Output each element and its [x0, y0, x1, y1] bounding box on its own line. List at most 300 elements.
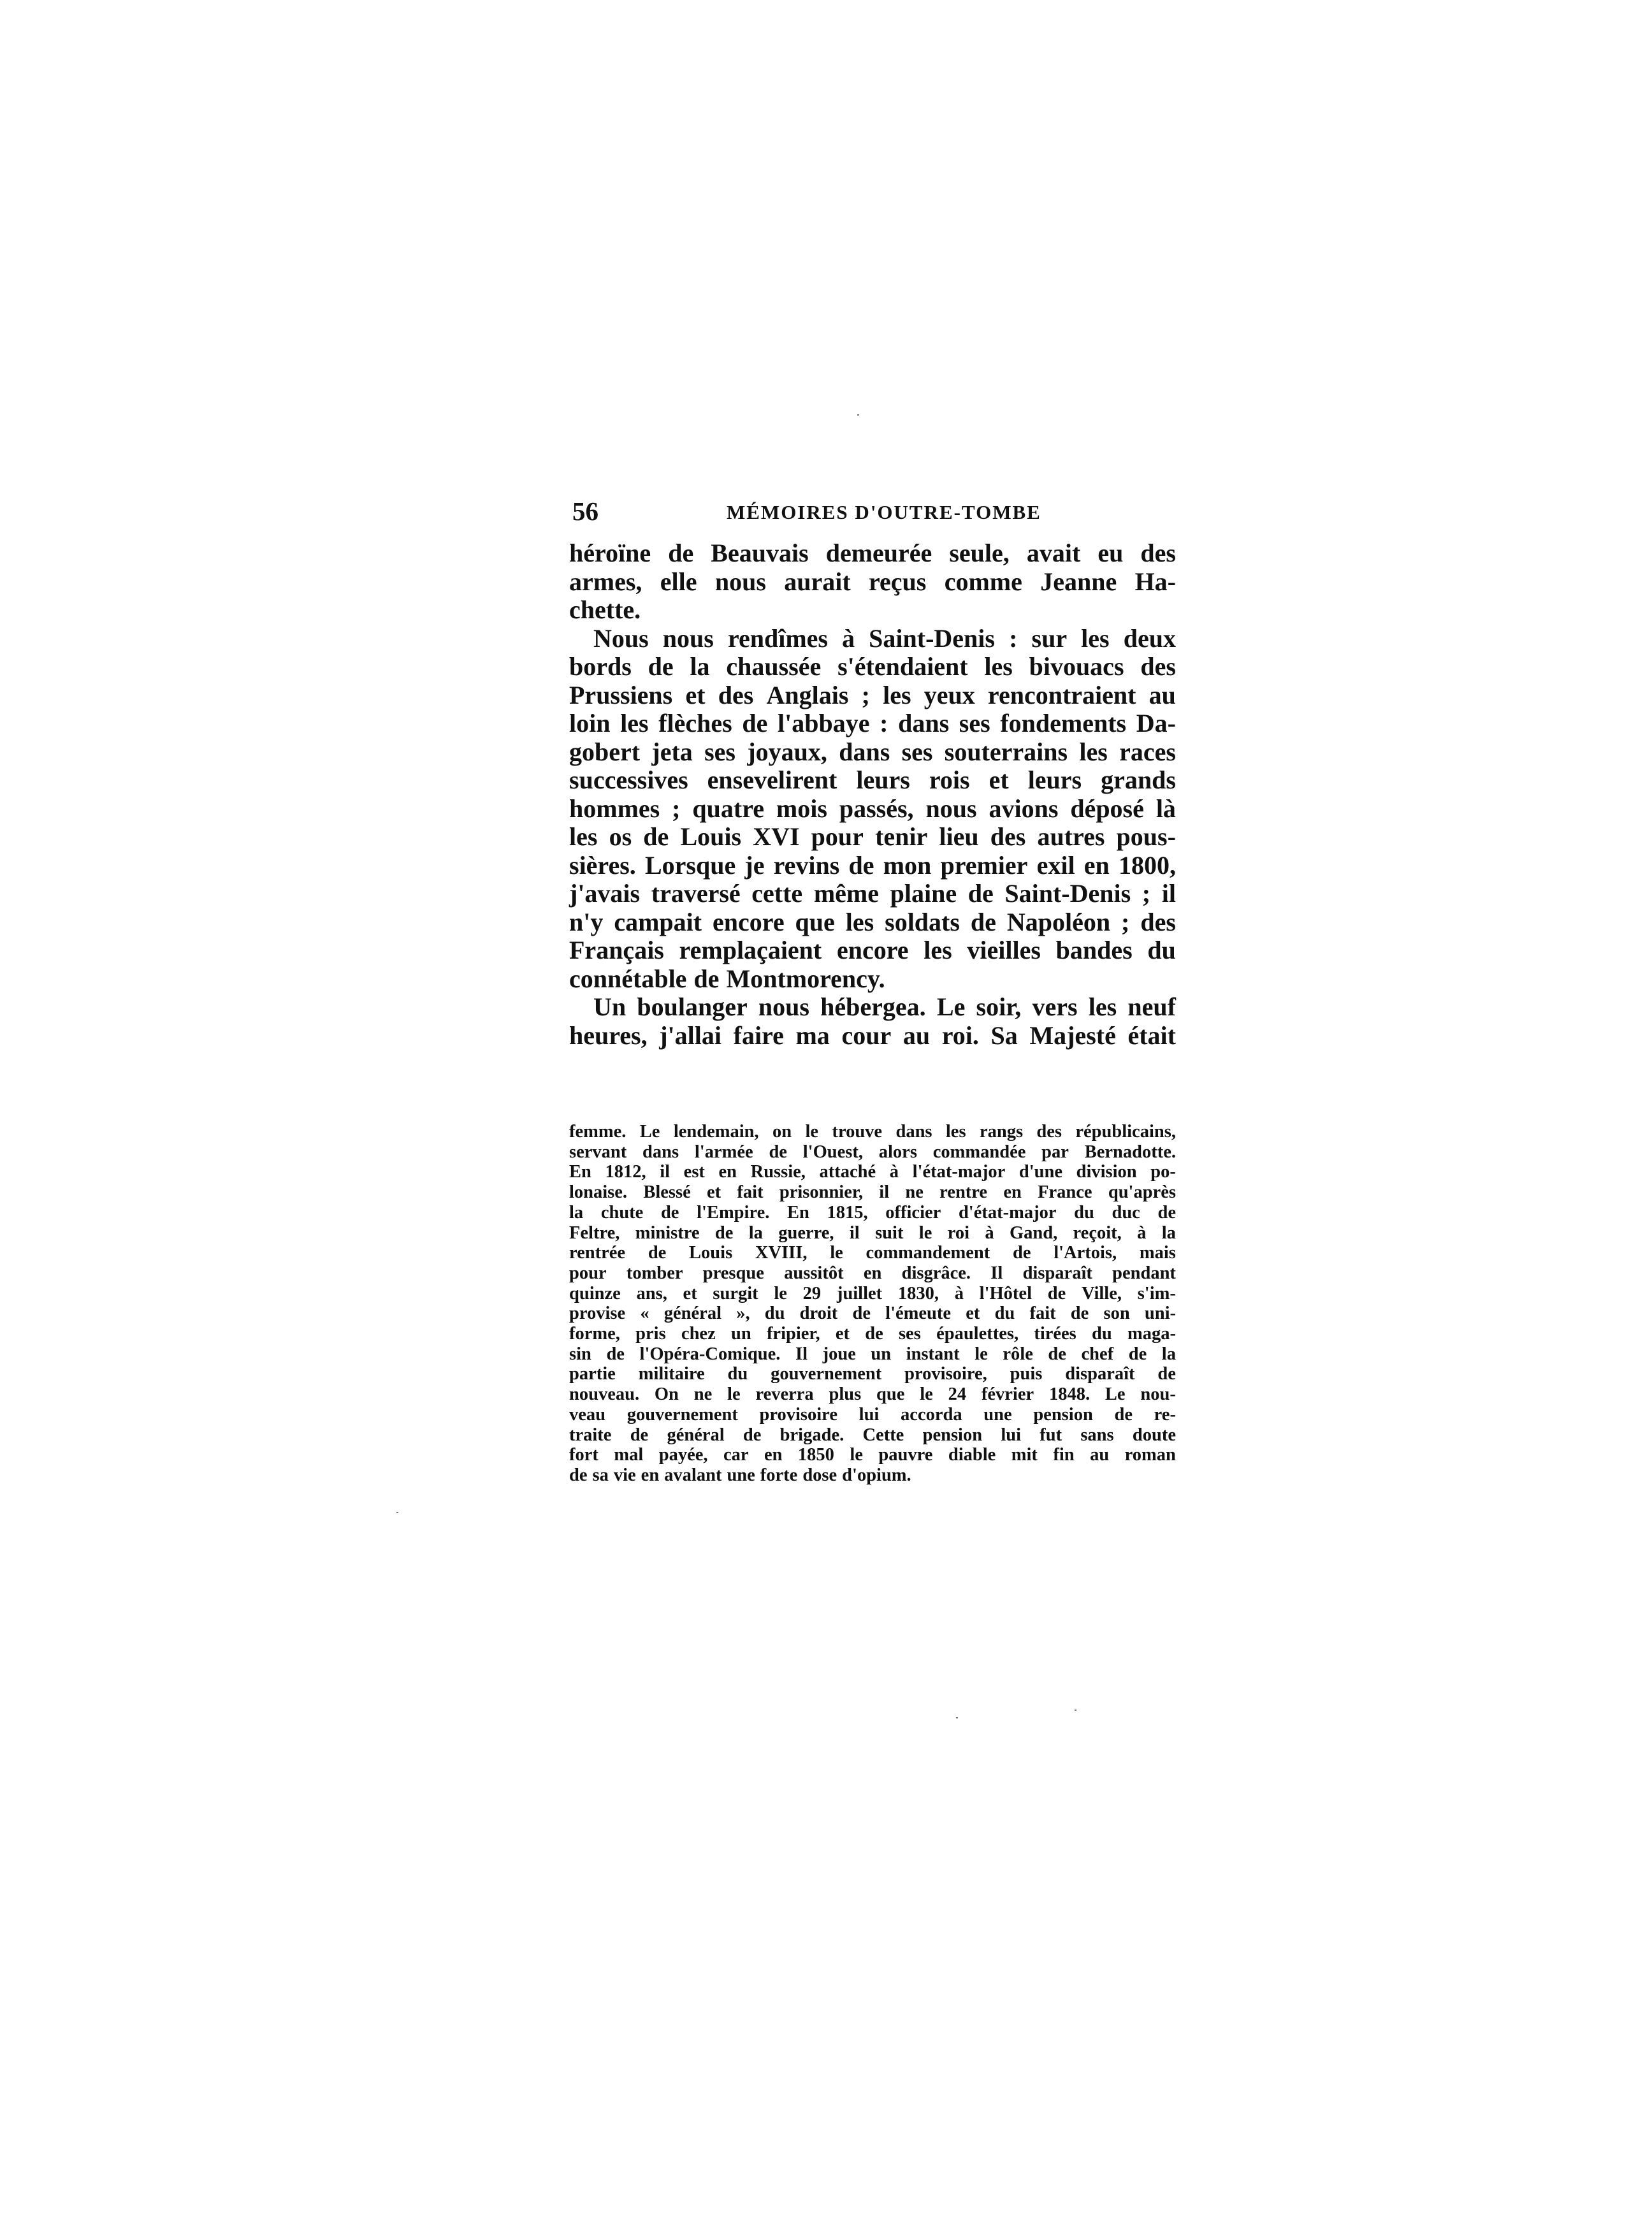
word: bords	[569, 652, 632, 681]
word: remplaçaient	[679, 936, 822, 964]
word: 29	[802, 1283, 822, 1303]
word: veau	[569, 1404, 605, 1425]
word: leurs	[856, 766, 910, 794]
scan-speck	[956, 1717, 958, 1718]
word: cour	[841, 1020, 892, 1050]
word: de	[970, 907, 996, 936]
word: du	[764, 1303, 785, 1324]
word: il	[879, 1182, 890, 1203]
word: XVI	[753, 822, 800, 851]
word: de	[769, 1142, 787, 1162]
scan-speck	[396, 1512, 398, 1513]
word: de	[569, 1465, 588, 1485]
word: que	[795, 907, 835, 936]
word: servant	[569, 1142, 627, 1162]
word: quinze	[569, 1283, 621, 1303]
word: les	[620, 709, 649, 737]
word: ans,	[636, 1283, 667, 1303]
word: un	[730, 1324, 751, 1344]
word: les	[1079, 737, 1108, 766]
word: nouveau.	[569, 1384, 640, 1405]
word: comme	[944, 567, 1022, 596]
word: gobert	[569, 737, 641, 766]
word: disgrâce.	[901, 1263, 971, 1283]
word: forme,	[569, 1324, 620, 1344]
word: Prussiens	[569, 680, 673, 709]
word: duc	[1112, 1202, 1140, 1223]
word: roman	[1124, 1445, 1176, 1465]
word: elle	[660, 567, 697, 596]
word: à	[985, 1223, 994, 1243]
word: avait	[1026, 539, 1081, 567]
word: et	[683, 1283, 697, 1303]
word: son	[1103, 1303, 1130, 1324]
word: bivouacs	[1029, 652, 1124, 681]
word: forte	[760, 1465, 798, 1485]
word: épaulettes,	[936, 1324, 1019, 1344]
word: :	[880, 709, 888, 737]
word: de	[1114, 1404, 1133, 1425]
word: ne	[693, 1384, 713, 1405]
word: 1830,	[897, 1283, 939, 1303]
text-line	[569, 568, 1176, 597]
word: sans	[1080, 1425, 1114, 1445]
word: fait	[1029, 1303, 1056, 1324]
text-line	[569, 965, 1176, 994]
text-line	[569, 823, 1176, 852]
word: suit	[875, 1223, 904, 1243]
word: l'Artois,	[1054, 1243, 1117, 1263]
word: de	[848, 850, 874, 880]
word: joue	[822, 1344, 856, 1364]
word: Le	[936, 992, 966, 1021]
word: reçus	[869, 567, 927, 596]
word: Gand,	[1009, 1223, 1058, 1243]
word: Français	[569, 936, 664, 964]
word: de	[1070, 1303, 1089, 1324]
word: une	[983, 1404, 1012, 1425]
word: commandée	[932, 1142, 1026, 1162]
word: neuf	[1127, 992, 1176, 1021]
word: rencontraient	[987, 680, 1136, 709]
word: chute	[600, 1202, 644, 1223]
word: rois	[929, 766, 970, 794]
word: là	[1156, 794, 1176, 823]
word: fripier,	[766, 1324, 820, 1344]
word: en	[1003, 1182, 1022, 1203]
word: gouvernement	[771, 1364, 882, 1384]
word: roi.	[941, 1020, 979, 1050]
word: de	[643, 822, 669, 851]
word: disparaît	[1065, 1364, 1135, 1384]
word: du	[994, 1303, 1015, 1324]
word: accorda	[901, 1404, 962, 1425]
word: boulanger	[637, 992, 748, 1021]
word: militaire	[638, 1364, 705, 1384]
text-line	[569, 539, 1176, 568]
word: Sa	[990, 1020, 1018, 1050]
text-line	[569, 795, 1176, 824]
word: officier	[885, 1202, 941, 1223]
word: ;	[1121, 907, 1130, 936]
word: sières.	[569, 850, 636, 880]
word: Russie,	[750, 1162, 806, 1182]
word: de	[648, 652, 674, 681]
word: des	[1140, 539, 1176, 567]
word: la	[569, 1202, 584, 1223]
word: Anglais	[766, 680, 849, 709]
word: provise	[569, 1303, 626, 1324]
word: armes,	[569, 567, 642, 596]
word: est	[683, 1162, 705, 1182]
word: à	[954, 1283, 964, 1303]
word: provisoire,	[904, 1364, 987, 1384]
word: ensevelirent	[707, 766, 837, 794]
word: des	[718, 680, 754, 709]
word: de	[630, 1425, 649, 1445]
word: du	[727, 1364, 748, 1384]
word: commandement	[866, 1243, 990, 1263]
word: au	[902, 1020, 931, 1050]
word: division	[1076, 1162, 1137, 1182]
word: aurait	[784, 567, 851, 596]
word: Feltre,	[569, 1223, 620, 1243]
text-line	[569, 852, 1176, 880]
word: d'opium.	[842, 1465, 911, 1485]
word: pauvre	[878, 1445, 933, 1465]
word: guerre,	[778, 1223, 834, 1243]
word: rôle	[1003, 1344, 1033, 1364]
word: des	[1036, 1122, 1062, 1142]
word: les	[883, 680, 911, 709]
word: heures,	[569, 1020, 648, 1050]
word: partie	[569, 1364, 616, 1384]
word: tomber	[626, 1263, 683, 1283]
word: car	[723, 1445, 749, 1465]
word: il	[849, 1223, 860, 1243]
word: Ville,	[1081, 1283, 1122, 1303]
text-line	[569, 709, 1176, 738]
word: faire	[733, 1020, 784, 1050]
word: je	[744, 850, 765, 880]
word: lui	[1001, 1425, 1021, 1445]
word: républicains,	[1075, 1122, 1176, 1142]
word: 1848.	[1048, 1384, 1090, 1405]
text-line	[569, 681, 1176, 710]
word: femme.	[569, 1122, 627, 1142]
word: au	[1090, 1445, 1110, 1465]
word: Il	[990, 1263, 1003, 1283]
word: jeta	[651, 737, 693, 766]
word: traite	[569, 1425, 612, 1445]
word: et	[685, 680, 706, 709]
word: février	[981, 1384, 1034, 1405]
word: France	[1038, 1182, 1092, 1203]
word: encore	[713, 907, 785, 936]
word: 1800,	[1118, 850, 1176, 880]
word: pour	[569, 1263, 607, 1283]
word: os	[609, 822, 632, 851]
word: Saint-Denis	[869, 623, 995, 653]
word: plaine	[890, 879, 957, 908]
word: :	[1009, 623, 1018, 653]
word: les	[924, 936, 952, 964]
word: ministre	[635, 1223, 700, 1243]
word: ;	[861, 680, 870, 709]
word: Il	[795, 1344, 808, 1364]
word: des	[990, 822, 1026, 851]
word: »,	[736, 1303, 750, 1324]
word: et	[835, 1324, 850, 1344]
word: plus	[829, 1384, 862, 1405]
word: surgit	[713, 1283, 758, 1303]
word: Ha-	[1134, 567, 1176, 596]
word: pension	[922, 1425, 983, 1445]
word: l'Ouest,	[802, 1142, 863, 1162]
word: ne	[905, 1182, 924, 1203]
word: les	[1081, 623, 1110, 653]
word: nous	[662, 623, 714, 653]
word: de	[660, 1202, 679, 1223]
word: les	[945, 1122, 966, 1142]
word: soldats	[885, 907, 960, 936]
word: des	[1140, 907, 1176, 936]
word: souterrains	[944, 737, 1068, 766]
word: vie	[613, 1465, 636, 1485]
word: le	[774, 1283, 787, 1303]
word: 1850	[797, 1445, 834, 1465]
word: ses	[901, 737, 933, 766]
word: mon	[883, 850, 932, 880]
footnote-line	[569, 1142, 1176, 1163]
word: quatre	[692, 794, 764, 823]
word: pous-	[1116, 822, 1176, 851]
word: sin	[569, 1344, 591, 1364]
scan-speck	[857, 414, 859, 416]
footnote-line	[569, 1243, 1176, 1263]
word: qu'après	[1108, 1182, 1176, 1203]
word: campait	[614, 907, 702, 936]
text-line	[569, 1022, 1176, 1050]
footnote-line	[569, 1162, 1176, 1182]
word: eu	[1098, 539, 1124, 567]
word: lui	[859, 1404, 880, 1425]
text-line	[569, 653, 1176, 681]
footnote-line	[569, 1324, 1176, 1344]
word: deux	[1123, 623, 1176, 653]
word: Nous	[593, 623, 649, 653]
word: disparaît	[1022, 1263, 1092, 1283]
word: tirées	[1034, 1324, 1076, 1344]
text-line	[569, 936, 1176, 965]
word: et	[707, 1182, 721, 1203]
word: les	[845, 907, 874, 936]
word: en	[641, 1465, 660, 1485]
word: fin	[1053, 1445, 1075, 1465]
word: gouvernement	[627, 1404, 738, 1425]
word: au	[1148, 680, 1176, 709]
word: par	[1041, 1142, 1069, 1162]
word: pension	[1033, 1404, 1093, 1425]
word: demeurée	[825, 539, 932, 567]
word: la	[690, 652, 710, 681]
text-line	[569, 625, 1176, 653]
word: et	[989, 766, 1009, 794]
footnote-line	[569, 1445, 1176, 1465]
word: les	[984, 652, 1013, 681]
word: ses	[898, 1324, 921, 1344]
word: l'Opéra-Comique.	[639, 1344, 781, 1364]
word: connétable	[569, 964, 687, 993]
word: ses	[704, 737, 735, 766]
text-line	[569, 766, 1176, 795]
word: et	[966, 1303, 980, 1324]
word: Le	[639, 1122, 660, 1142]
word: Un	[593, 992, 627, 1021]
word: il	[660, 1162, 670, 1182]
word: de	[865, 1324, 883, 1344]
word: fait	[737, 1182, 764, 1203]
word: nous	[758, 992, 809, 1021]
footnote-line	[569, 1425, 1176, 1446]
word: pendant	[1112, 1263, 1176, 1283]
word: de	[1128, 1344, 1147, 1364]
word: hébergea.	[820, 992, 926, 1021]
word: de	[1157, 1202, 1176, 1223]
word: on	[772, 1122, 792, 1142]
word: reverra	[755, 1384, 814, 1405]
word: j'allai	[659, 1020, 722, 1050]
word: «	[640, 1303, 649, 1324]
word: fort	[569, 1445, 598, 1465]
word: rendîmes	[727, 623, 828, 653]
word: avalant	[664, 1465, 722, 1485]
word: soir,	[976, 992, 1022, 1021]
word: alors	[878, 1142, 917, 1162]
word: droit	[799, 1303, 838, 1324]
word: instant	[906, 1344, 960, 1364]
word: le	[918, 1223, 932, 1243]
word: le	[727, 1384, 741, 1405]
word: du	[1074, 1202, 1094, 1223]
text-line	[569, 596, 1176, 625]
word: nous	[925, 794, 977, 823]
word: à	[842, 623, 855, 653]
word: En	[787, 1202, 809, 1223]
word: po-	[1150, 1162, 1176, 1182]
word: lieu	[939, 822, 979, 851]
word: 1812,	[605, 1162, 646, 1182]
word: encore	[836, 936, 909, 964]
word: Bernadotte.	[1084, 1142, 1176, 1162]
word: Saint-Denis	[1004, 879, 1131, 908]
footnote-line	[569, 1384, 1176, 1405]
word: mois	[776, 794, 827, 823]
word: maga-	[1127, 1324, 1176, 1344]
word: d'état-major	[958, 1202, 1057, 1223]
word: Montmorency.	[726, 964, 885, 993]
word: rentrée	[569, 1243, 626, 1263]
word: rangs	[979, 1122, 1024, 1142]
word: de	[852, 1303, 871, 1324]
word: s'étendaient	[837, 652, 968, 681]
word: puis	[1010, 1364, 1043, 1384]
word: passés,	[839, 794, 914, 823]
word: chef	[1081, 1344, 1114, 1364]
word: exil	[1036, 850, 1075, 880]
word: mal	[614, 1445, 644, 1465]
word: brigade.	[779, 1425, 844, 1445]
word: Da-	[1136, 709, 1176, 737]
word: vers	[1032, 992, 1078, 1021]
word: les	[569, 822, 598, 851]
word: autres	[1037, 822, 1105, 851]
word: sa	[592, 1465, 609, 1485]
word: à	[1137, 1223, 1147, 1243]
word: loin	[569, 709, 611, 737]
word: tenir	[875, 822, 928, 851]
word: de	[714, 1223, 734, 1243]
word: d'une	[1018, 1162, 1062, 1182]
text-line	[569, 993, 1176, 1022]
word: en	[1083, 850, 1110, 880]
word: rentre	[939, 1182, 988, 1203]
word: presque	[702, 1263, 764, 1283]
word: Beauvais	[711, 539, 809, 567]
word: On	[654, 1384, 679, 1405]
word: premier	[940, 850, 1028, 880]
word: diable	[948, 1445, 996, 1465]
word: races	[1119, 737, 1176, 766]
word: leurs	[1027, 766, 1082, 794]
footnote-line	[569, 1263, 1176, 1284]
word: yeux	[924, 680, 975, 709]
word: successives	[569, 766, 688, 794]
word: un	[871, 1344, 892, 1364]
word: attaché	[819, 1162, 876, 1182]
footnote-line	[569, 1465, 1176, 1486]
word: uni-	[1144, 1303, 1176, 1324]
footnote-line	[569, 1303, 1176, 1324]
word: la	[1161, 1223, 1176, 1243]
word: de	[743, 1425, 762, 1445]
word: en	[718, 1162, 737, 1182]
footnote-line	[569, 1405, 1176, 1425]
word: la	[1161, 1344, 1176, 1364]
word: des	[1140, 652, 1176, 681]
word: payée,	[658, 1445, 708, 1465]
word: vieilles	[967, 936, 1041, 964]
word: général	[663, 1303, 721, 1324]
word: joyaux,	[747, 737, 827, 766]
word: s'im-	[1137, 1283, 1176, 1303]
word: en	[764, 1445, 783, 1465]
word: XVIII,	[755, 1243, 808, 1263]
word: ;	[1141, 879, 1151, 908]
word: général	[667, 1425, 725, 1445]
word: lendemain,	[673, 1122, 759, 1142]
word: hommes	[569, 794, 660, 823]
text-line	[569, 880, 1176, 908]
word: Cette	[862, 1425, 904, 1445]
footnote-line	[569, 1182, 1176, 1203]
word: dans	[839, 737, 890, 766]
word: Lorsque	[644, 850, 736, 880]
word: chez	[681, 1324, 716, 1344]
word: aussitôt	[784, 1263, 844, 1283]
word: que	[876, 1384, 905, 1405]
word: En	[569, 1162, 591, 1182]
